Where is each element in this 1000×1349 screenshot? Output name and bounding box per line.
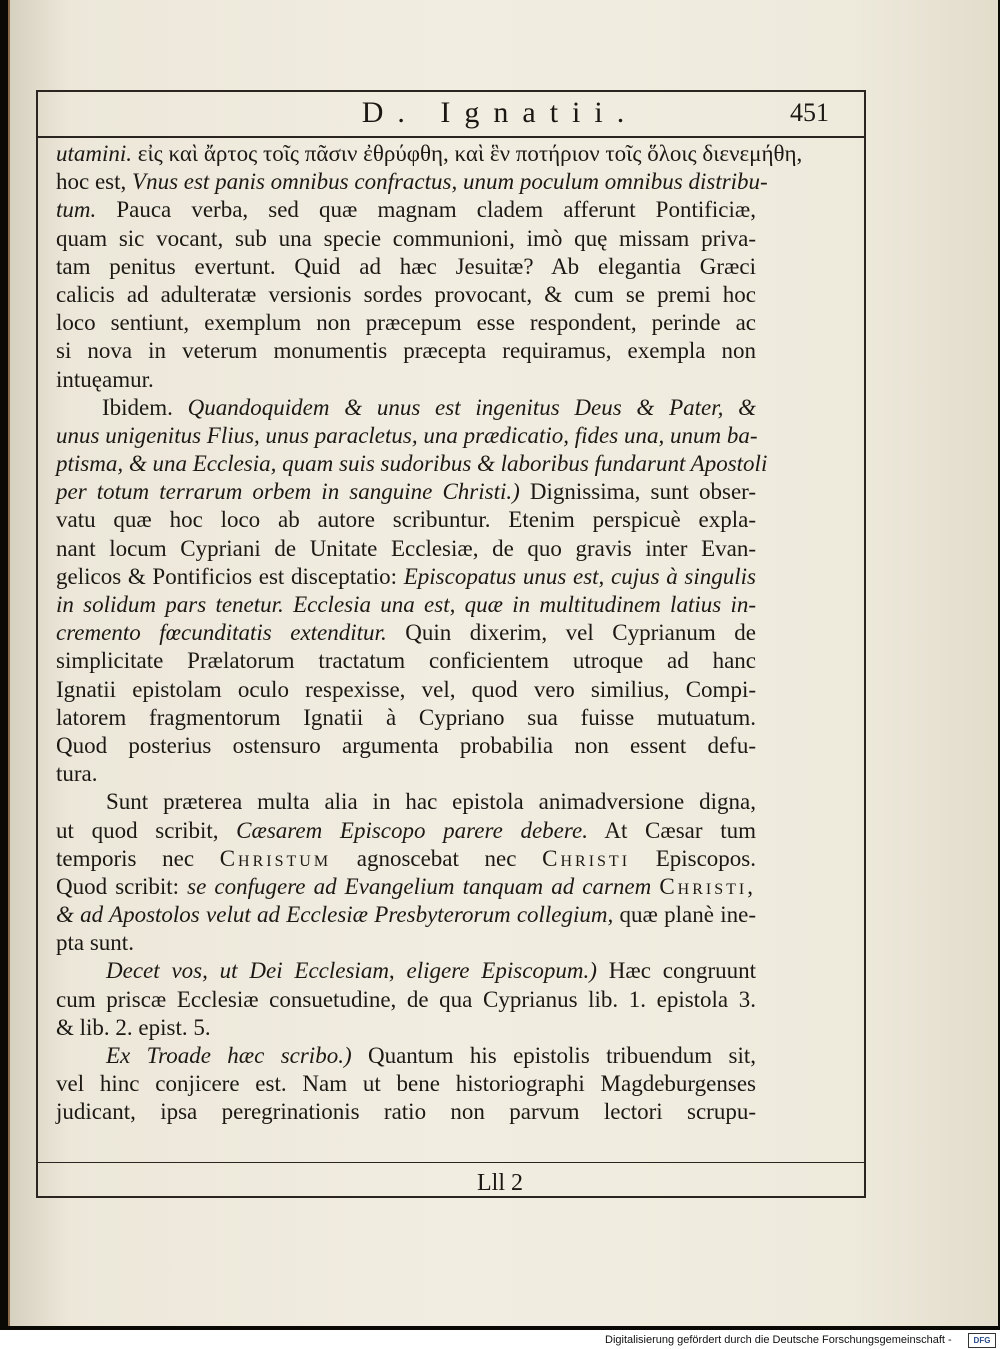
- roman-segment: Quin dixerim, vel Cyprianum de: [386, 620, 756, 646]
- roman-segment: ut quod scribit,: [56, 817, 237, 843]
- roman-segment: vatu quæ hoc loco ab autore scribuntur. Etenim perspicuè expla-: [56, 507, 756, 533]
- roman-segment: Sunt præterea multa alia in hac epistola animadversione digna,: [106, 789, 756, 815]
- digitization-credit: Digitalisierung gefördert durch die Deutsche Forschungsgemeinschaft -: [605, 1334, 952, 1346]
- text-line: [56, 394, 756, 422]
- roman-segment: simplicitate Prælatorum tractatum conficientem utroque ad hanc: [56, 648, 756, 674]
- text-line: [56, 337, 756, 365]
- roman-segment: calicis ad adulteratæ versionis sordes provocant, & cum se premi hoc: [56, 281, 756, 307]
- text-line: [56, 873, 756, 901]
- roman-segment: nant locum Cypriani de Unitate Ecclesiæ, de quo gravis inter Evan-: [56, 535, 756, 561]
- text-line: [56, 619, 756, 647]
- roman-segment: Christi,: [659, 873, 756, 899]
- text-line: [56, 1070, 756, 1098]
- text-line: [56, 957, 756, 985]
- roman-segment: At Cæsar tum: [587, 817, 757, 843]
- roman-segment: tura.: [56, 761, 98, 787]
- roman-segment: Christi: [542, 845, 631, 871]
- italic-segment: in solidum pars tenetur. Ecclesia una est, quæ in multitudinem latius in-: [56, 592, 756, 617]
- roman-segment: Quod posterius ostensuro argumenta probabilia non essent defu-: [56, 732, 756, 758]
- text-line: [56, 196, 756, 224]
- text-line: [56, 450, 768, 478]
- text-line: [56, 140, 803, 168]
- roman-segment: εἰς καὶ ἄρτος τοῖς πᾶσιν ἐθρύφθη, καὶ ἓν ποτήριον τοῖς ὅλοις διενεμήθη,: [137, 141, 803, 166]
- text-line: [56, 478, 756, 506]
- text-line: [56, 1098, 756, 1126]
- roman-segment: loco sentiunt, exemplum non præcepum esse respondent, perinde ac: [56, 310, 756, 336]
- roman-segment: Pauca verba, sed quæ magnam cladem afferunt Pontificiæ,: [96, 197, 756, 223]
- text-line: [56, 1014, 756, 1042]
- roman-segment: cum priscæ Ecclesiæ consuetudine, de qua Cyprianus lib. 1. epistola 3.: [56, 986, 756, 1012]
- text-line: [56, 422, 756, 450]
- roman-segment: quæ planè ine-: [613, 902, 757, 928]
- italic-segment: Quandoquidem & unus est ingenitus Deus & Pater, &: [187, 394, 757, 420]
- text-line: [56, 535, 756, 563]
- text-line: [56, 704, 756, 732]
- roman-segment: si nova in veterum monumentis præcepta requiramus, exempla non: [56, 338, 756, 364]
- roman-segment: hoc est,: [56, 169, 133, 195]
- italic-segment: ptisma, & una Ecclesia, quam suis sudoribus & laboribus fundarunt Apostoli: [56, 451, 768, 477]
- text-line: [56, 563, 756, 591]
- text-line: [56, 281, 756, 309]
- text-line: [56, 1042, 756, 1070]
- italic-segment: Episcopatus unus est, cujus à singulis: [403, 563, 756, 589]
- roman-segment: Quantum his epistolis tribuendum sit,: [351, 1043, 756, 1068]
- roman-segment: latorem fragmentorum Ignatii à Cypriano sua fuisse mutuatum.: [56, 704, 756, 730]
- roman-segment: vel hinc conjicere est. Nam ut bene historiographi Magdeburgenses: [56, 1071, 756, 1097]
- italic-segment: Ex Troade hæc scribo.): [106, 1043, 352, 1068]
- italic-segment: & ad Apostolos velut ad Ecclesiæ Presbyterorum collegium,: [56, 902, 614, 928]
- text-line: [56, 591, 756, 619]
- italic-segment: Decet vos, ut Dei Ecclesiam, eligere Episcopum.): [106, 958, 597, 984]
- text-line: [56, 676, 756, 704]
- page-number: 451: [790, 98, 829, 127]
- text-line: [56, 929, 756, 957]
- text-line: [56, 986, 756, 1014]
- dfg-logo: DFG: [968, 1333, 996, 1348]
- roman-segment: Episcopos.: [630, 845, 756, 871]
- roman-segment: Hæc congruunt: [596, 958, 756, 984]
- text-line: [56, 225, 756, 253]
- running-title: D. Ignatii.: [361, 96, 639, 129]
- text-line: [56, 506, 756, 534]
- italic-segment: se confugere ad Evangelium tanquam ad carnem: [187, 873, 660, 899]
- scan-marker: [12, 1, 48, 11]
- text-line: [56, 366, 756, 394]
- roman-segment: Dignissima, sunt obser-: [519, 479, 757, 505]
- text-line: [56, 253, 756, 281]
- roman-segment: gelicos & Pontificios est disceptatio:: [56, 563, 404, 589]
- roman-segment: Christum: [219, 845, 332, 871]
- italic-segment: unus unigenitus Flius, unus paracletus, una prædicatio, fides una, unum ba-: [56, 422, 758, 448]
- text-line: [56, 760, 756, 788]
- text-line: [56, 845, 756, 873]
- signature-mark: Lll 2: [477, 1170, 523, 1196]
- italic-segment: cremento fœcunditatis extenditur.: [56, 620, 387, 646]
- roman-segment: Ibidem.: [102, 394, 188, 420]
- roman-segment: temporis nec: [56, 845, 220, 871]
- text-line: [56, 788, 756, 816]
- roman-segment: quam sic vocant, sub una specie communioni, imò quę missam priva-: [56, 225, 756, 251]
- header-rule: [36, 136, 866, 138]
- roman-segment: agnoscebat nec: [331, 845, 543, 871]
- text-line: [56, 817, 756, 845]
- roman-segment: & lib. 2. epist. 5.: [56, 1014, 211, 1040]
- body-text: [56, 140, 803, 1127]
- text-line: [56, 309, 756, 337]
- text-line: [56, 732, 756, 760]
- italic-segment: tum.: [56, 197, 97, 223]
- italic-segment: utamini.: [56, 141, 138, 166]
- roman-segment: Ignatii epistolam oculo respexisse, vel, quod vero similius, Compi-: [56, 676, 756, 702]
- text-line: [56, 168, 768, 196]
- roman-segment: judicant, ipsa peregrinationis ratio non parvum lectori scrupu-: [56, 1099, 756, 1125]
- text-line: [56, 901, 756, 929]
- text-line: [56, 647, 756, 675]
- roman-segment: intuęamur.: [56, 366, 154, 392]
- roman-segment: pta sunt.: [56, 930, 134, 956]
- roman-segment: tam penitus evertunt. Quid ad hæc Jesuitæ? Ab elegantia Græci: [56, 253, 756, 279]
- italic-segment: per totum terrarum orbem in sanguine Christi.): [56, 479, 520, 505]
- italic-segment: Cæsarem Episcopo parere debere.: [236, 817, 588, 843]
- italic-segment: Vnus est panis omnibus confractus, unum poculum omnibus distribu-: [132, 169, 768, 195]
- roman-segment: Quod scribit:: [56, 873, 188, 899]
